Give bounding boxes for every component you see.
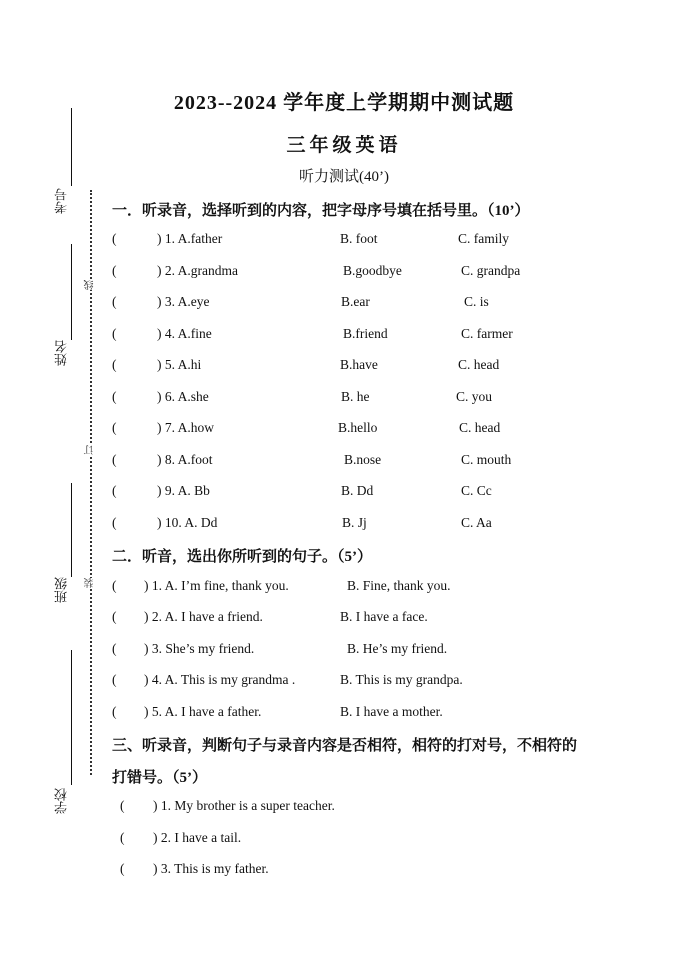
- item-option-c: C. mouth: [461, 452, 512, 467]
- item-option-b: B. Dd: [341, 483, 374, 498]
- item-option-b: B. Jj: [342, 515, 367, 530]
- item-option-c: C. farmer: [461, 326, 513, 341]
- answer-bracket: (: [112, 672, 117, 687]
- answer-bracket: (: [112, 294, 117, 309]
- item-text: ) 1. My brother is a super teacher.: [153, 798, 335, 813]
- answer-bracket: (: [120, 830, 125, 845]
- answer-bracket: (: [112, 231, 117, 246]
- item-option-b: B. he: [341, 389, 370, 404]
- label-banji: 班级: [55, 577, 70, 603]
- list-item: [0, 389, 688, 407]
- item-option-b: B. Fine, thank you.: [347, 578, 451, 593]
- list-item: [0, 452, 688, 470]
- item-option-b: B. This is my grandpa.: [340, 672, 463, 687]
- list-item: [0, 704, 688, 722]
- answer-bracket: (: [112, 609, 117, 624]
- cut-mark-zhuang: 装: [85, 578, 96, 588]
- list-item: [0, 515, 688, 533]
- item-option-a: ) 2. A. I have a friend.: [144, 609, 263, 624]
- list-item: [0, 326, 688, 344]
- answer-bracket: (: [120, 798, 125, 813]
- item-option-a: ) 3. She’s my friend.: [144, 641, 255, 656]
- item-option-b: B.ear: [341, 294, 370, 309]
- answer-bracket: (: [120, 861, 125, 876]
- item-option-b: B.friend: [343, 326, 388, 341]
- answer-bracket: (: [112, 263, 117, 278]
- item-option-b: B. He’s my friend.: [347, 641, 448, 656]
- item-option-a: ) 4. A.fine: [157, 326, 212, 341]
- item-option-b: B.nose: [344, 452, 382, 467]
- list-item: [0, 672, 688, 690]
- answer-bracket: (: [112, 452, 117, 467]
- item-option-c: C. you: [456, 389, 493, 404]
- item-option-b: B.have: [340, 357, 378, 372]
- item-option-a: ) 5. A.hi: [157, 357, 202, 372]
- list-item: [0, 641, 688, 659]
- page-subtitle: 三年级英语: [286, 135, 402, 156]
- answer-bracket: (: [112, 483, 117, 498]
- item-option-a: ) 8. A.foot: [157, 452, 213, 467]
- list-item: [0, 578, 688, 596]
- item-option-a: ) 3. A.eye: [157, 294, 210, 309]
- item-option-c: C. Aa: [461, 515, 492, 530]
- list-item: [0, 861, 688, 879]
- answer-bracket: (: [112, 420, 117, 435]
- item-option-a: ) 2. A.grandma: [157, 263, 238, 278]
- answer-bracket: (: [112, 515, 117, 530]
- item-option-c: C. Cc: [461, 483, 492, 498]
- item-option-a: ) 1. A. I’m fine, thank you.: [144, 578, 289, 593]
- item-option-c: C. head: [459, 420, 501, 435]
- item-text: ) 2. I have a tail.: [153, 830, 242, 845]
- item-option-c: C. head: [458, 357, 500, 372]
- list-item: [0, 420, 688, 438]
- item-option-b: B.goodbye: [343, 263, 402, 278]
- section-title: 听力测试(40’): [299, 169, 389, 185]
- label-kaohao: 考号: [55, 188, 70, 214]
- list-item: [0, 830, 688, 848]
- answer-bracket: (: [112, 389, 117, 404]
- part3-heading-line2: 打错号。（5’）: [112, 770, 207, 786]
- answer-bracket: (: [112, 357, 117, 372]
- list-item: [0, 798, 688, 816]
- item-option-a: ) 10. A. Dd: [157, 515, 218, 530]
- item-option-a: ) 6. A.she: [157, 389, 209, 404]
- answer-bracket: (: [112, 704, 117, 719]
- cut-mark-ding: 订: [85, 445, 96, 455]
- cut-mark-xian: 线: [85, 280, 96, 290]
- label-xingming: 姓名: [55, 340, 70, 366]
- item-option-b: B. I have a mother.: [340, 704, 443, 719]
- item-option-c: C. grandpa: [461, 263, 521, 278]
- item-option-a: ) 7. A.how: [157, 420, 214, 435]
- item-option-a: ) 4. A. This is my grandma .: [144, 672, 296, 687]
- answer-bracket: (: [112, 578, 117, 593]
- item-option-b: B. foot: [340, 231, 378, 246]
- item-option-b: B.hello: [338, 420, 378, 435]
- answer-bracket: (: [112, 641, 117, 656]
- item-option-a: ) 5. A. I have a father.: [144, 704, 262, 719]
- list-item: [0, 609, 688, 627]
- label-xuexiao: 学校: [55, 788, 70, 814]
- part1-heading: 一．听录音，选择听到的内容，把字母序号填在括号里。（10’）: [112, 203, 530, 219]
- list-item: [0, 483, 688, 501]
- item-text: ) 3. This is my father.: [153, 861, 269, 876]
- list-item: [0, 357, 688, 375]
- page-title: 2023--2024 学年度上学期期中测试题: [173, 92, 515, 114]
- list-item: [0, 231, 688, 249]
- answer-bracket: (: [112, 326, 117, 341]
- item-option-a: ) 9. A. Bb: [157, 483, 210, 498]
- item-option-c: C. family: [458, 231, 509, 246]
- item-option-c: C. is: [464, 294, 489, 309]
- item-option-a: ) 1. A.father: [157, 231, 223, 246]
- part2-heading: 二．听音，选出你所听到的句子。（5’）: [112, 549, 372, 565]
- list-item: [0, 294, 688, 312]
- list-item: [0, 263, 688, 281]
- item-option-b: B. I have a face.: [340, 609, 428, 624]
- part3-heading-line1: 三、听录音，判断句子与录音内容是否相符，相符的打对号，不相符的: [112, 738, 578, 754]
